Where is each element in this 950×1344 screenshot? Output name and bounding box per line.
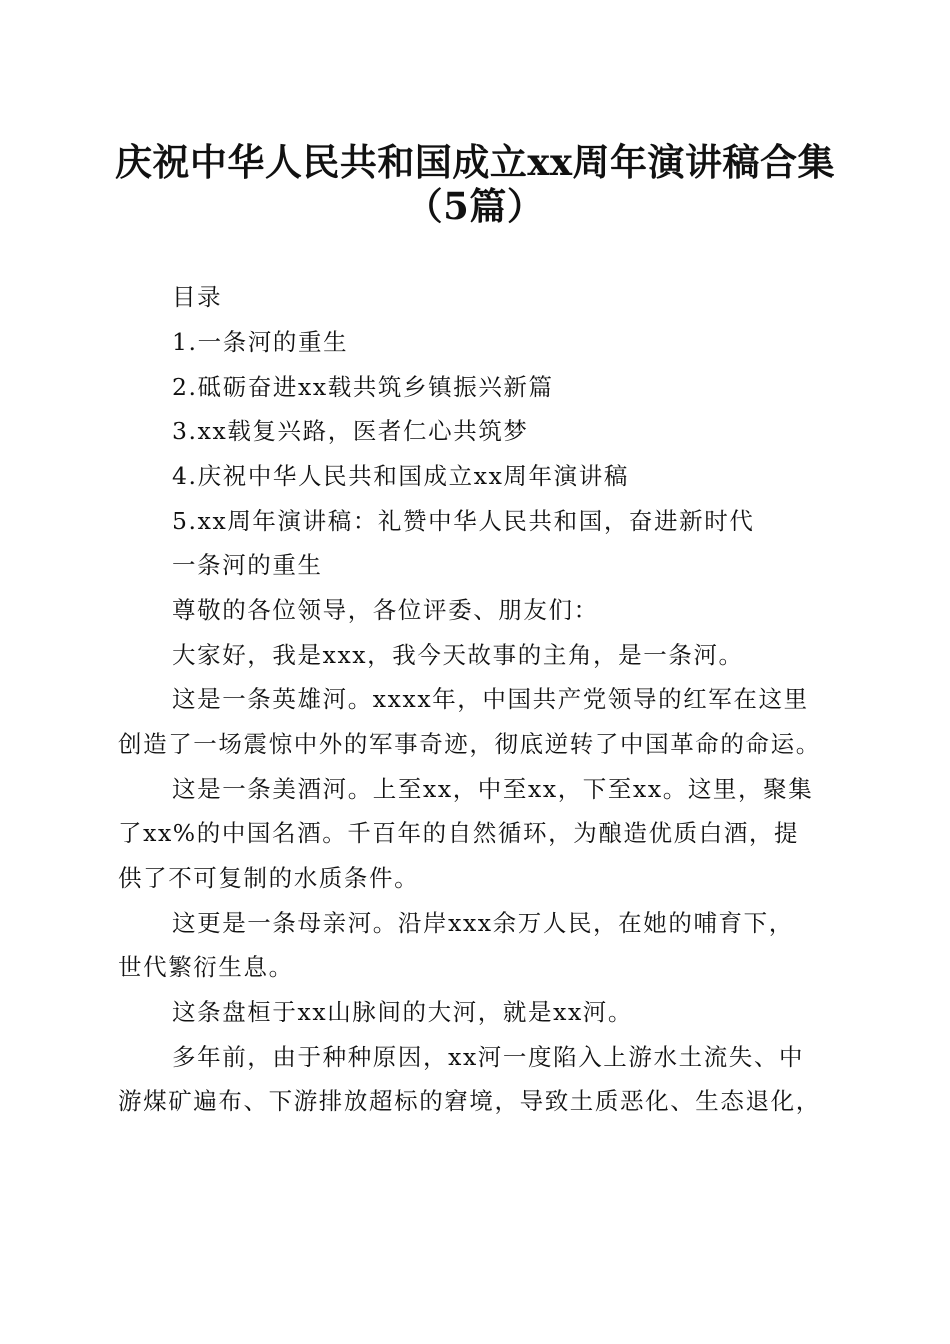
paragraph-line: 这是一条美酒河。上至xx，中至xx，下至xx。这里，聚集	[172, 775, 814, 803]
section-title: 一条河的重生	[172, 551, 323, 579]
document-title-line-2: （5篇）	[405, 184, 545, 228]
toc-item: 1.一条河的重生	[172, 328, 349, 356]
paragraph-line: 这更是一条母亲河。沿岸xxx余万人民，在她的哺育下，	[172, 909, 794, 937]
paragraph-line: 这是一条英雄河。xxxx年，中国共产党领导的红军在这里	[172, 685, 809, 713]
paragraph-line: 大家好，我是xxx，我今天故事的主角，是一条河。	[172, 641, 744, 669]
toc-heading: 目录	[172, 283, 223, 311]
paragraph-line: 创造了一场震惊中外的军事奇迹，彻底逆转了中国革命的命运。	[118, 730, 821, 758]
toc-item: 2.砥砺奋进xx载共筑乡镇振兴新篇	[172, 373, 554, 401]
paragraph-line: 了xx%的中国名酒。千百年的自然循环，为酿造优质白酒，提	[118, 819, 800, 847]
paragraph-line: 这条盘桓于xx山脉间的大河，就是xx河。	[172, 998, 634, 1026]
toc-item: 3.xx载复兴路，医者仁心共筑梦	[172, 417, 529, 445]
paragraph-line: 游煤矿遍布、下游排放超标的窘境，导致土质恶化、生态退化，	[118, 1087, 821, 1115]
document-title-line-1: 庆祝中华人民共和国成立xx周年演讲稿合集	[114, 140, 836, 184]
paragraph-line: 世代繁衍生息。	[118, 953, 294, 981]
paragraph-line: 供了不可复制的水质条件。	[118, 864, 420, 892]
toc-item: 5.xx周年演讲稿：礼赞中华人民共和国，奋进新时代	[172, 507, 755, 535]
toc-item: 4.庆祝中华人民共和国成立xx周年演讲稿	[172, 462, 629, 490]
paragraph-line: 尊敬的各位领导，各位评委、朋友们：	[172, 596, 599, 624]
paragraph-line: 多年前，由于种种原因，xx河一度陷入上游水土流失、中	[172, 1043, 805, 1071]
